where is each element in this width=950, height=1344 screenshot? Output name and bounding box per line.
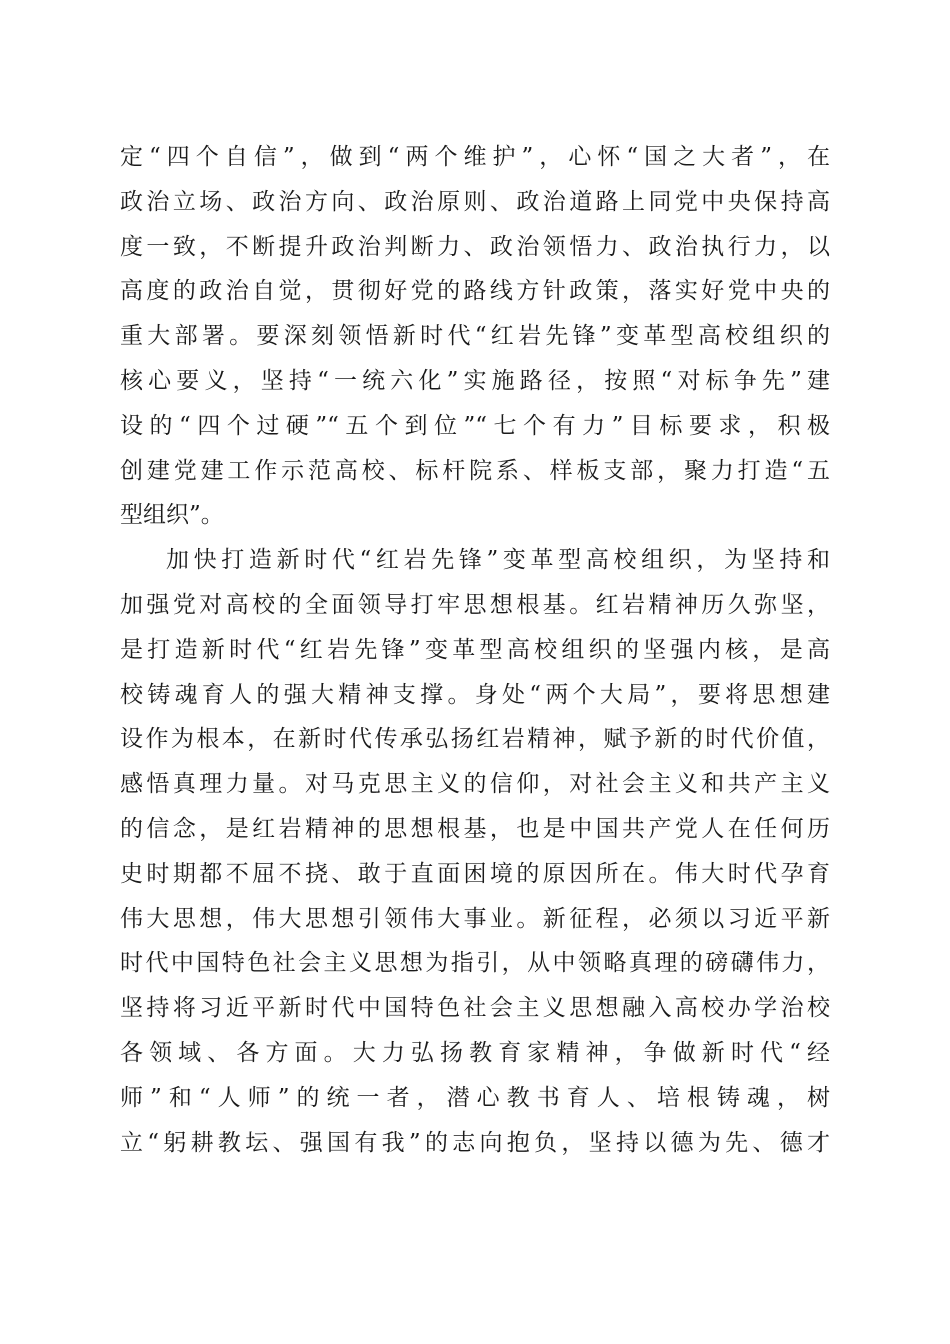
text-line: 设的“四个过硬”“五个到位”“七个有力”目标要求，积极 <box>120 412 830 439</box>
text-line: 加快打造新时代“红岩先锋”变革型高校组织，为坚持和 <box>166 547 830 574</box>
text-line: 立“躬耕教坛、强国有我”的志向抱负，坚持以德为先、德才 <box>120 1129 830 1156</box>
text-line: 核心要义，坚持“一统六化”实施路径，按照“对标争先”建 <box>120 367 830 394</box>
text-line: 感悟真理力量。对马克思主义的信仰，对社会主义和共产主义 <box>120 771 830 798</box>
text-line: 伟大思想，伟大思想引领伟大事业。新征程，必须以习近平新 <box>120 905 830 932</box>
text-line: 创建党建工作示范高校、标杆院系、样板支部，聚力打造“五 <box>120 457 830 484</box>
text-line: 政治立场、政治方向、政治原则、政治道路上同党中央保持高 <box>120 188 830 215</box>
paragraph-2 <box>120 538 830 1165</box>
text-line: 是打造新时代“红岩先锋”变革型高校组织的坚强内核，是高 <box>120 636 830 663</box>
text-line: 加强党对高校的全面领导打牢思想根基。红岩精神历久弥坚， <box>120 591 830 618</box>
text-line: 重大部署。要深刻领悟新时代“红岩先锋”变革型高校组织的 <box>120 323 830 350</box>
text-line: 设作为根本，在新时代传承弘扬红岩精神，赋予新的时代价值， <box>120 726 830 753</box>
text-line: 坚持将习近平新时代中国特色社会主义思想融入高校办学治校 <box>120 995 830 1022</box>
body-text <box>120 135 830 1165</box>
text-line: 高度的政治自觉，贯彻好党的路线方针政策，落实好党中央的 <box>120 278 830 305</box>
text-line: 的信念，是红岩精神的思想根基，也是中国共产党人在任何历 <box>120 815 830 842</box>
text-line: 时代中国特色社会主义思想为指引，从中领略真理的磅礴伟力， <box>120 950 830 977</box>
text-line: 定“四个自信”，做到“两个维护”，心怀“国之大者”，在 <box>120 144 830 170</box>
text-line: 史时期都不屈不挠、敢于直面困境的原因所在。伟大时代孕育 <box>120 860 830 887</box>
text-line: 各领域、各方面。大力弘扬教育家精神，争做新时代“经 <box>120 1039 830 1066</box>
text-line: 校铸魂育人的强大精神支撑。身处“两个大局”，要将思想建 <box>120 681 830 708</box>
text-line: 型组织”。 <box>120 502 224 529</box>
text-line: 师”和“人师”的统一者，潜心教书育人、培根铸魂，树 <box>120 1084 830 1111</box>
paragraph-1 <box>120 135 830 538</box>
text-line: 度一致，不断提升政治判断力、政治领悟力、政治执行力，以 <box>120 233 830 260</box>
